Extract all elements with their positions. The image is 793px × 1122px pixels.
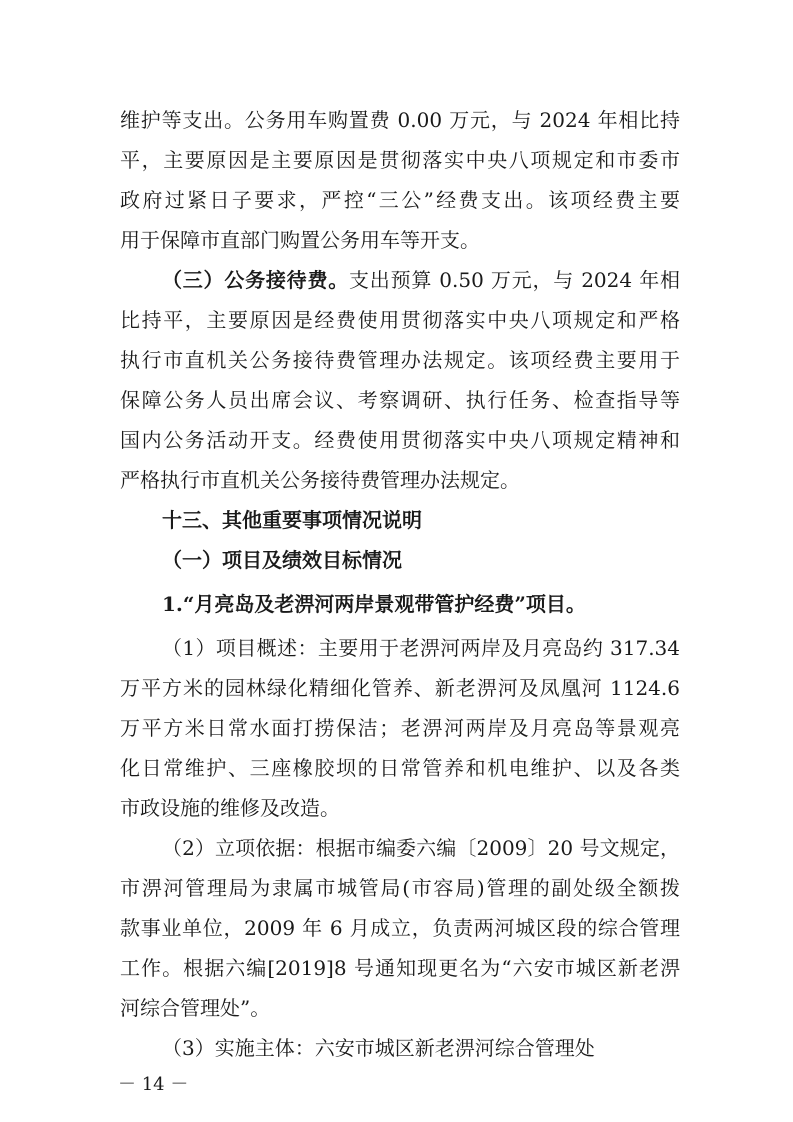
text-line: 用于保障市直部门购置公务用车等开支。 xyxy=(120,228,480,252)
basis-first-line: （2）立项依据：根据市编委六编〔2009〕20 号文规定， xyxy=(162,836,680,860)
text-line: 保障公务人员出席会议、考察调研、执行任务、检查指导等 xyxy=(120,388,680,412)
text-line: 执行市直机关公务接待费管理办法规定。该项经费主要用于 xyxy=(120,348,680,372)
text-line: 款事业单位，2009 年 6 月成立，负责两河城区段的综合管理 xyxy=(120,916,680,940)
text-line: 万平方米的园林绿化精细化管养、新老淠河及凤凰河 1124.6 xyxy=(120,676,680,700)
implementer-line: （3）实施主体：六安市城区新老淠河综合管理处 xyxy=(162,1036,595,1060)
overview-first-line: （1）项目概述：主要用于老淠河两岸及月亮岛约 317.34 xyxy=(162,636,680,660)
text-line: 严格执行市直机关公务接待费管理办法规定。 xyxy=(120,468,520,492)
text-line: 维护等支出。公务用车购置费 0.00 万元，与 2024 年相比持 xyxy=(120,108,680,132)
text-line: 政府过紧日子要求，严控“三公”经费支出。该项经费主要 xyxy=(120,188,680,212)
section-heading: 十三、其他重要事项情况说明 xyxy=(162,508,422,532)
reception-heading: （三）公务接待费。 xyxy=(162,268,350,292)
reception-paragraph-first-line xyxy=(162,266,680,294)
text-line: 万平方米日常水面打捞保洁；老淠河两岸及月亮岛等景观亮 xyxy=(120,716,680,740)
subsection-heading: （一）项目及绩效目标情况 xyxy=(162,548,402,572)
reception-first-line-text: 支出预算 0.50 万元，与 2024 年相 xyxy=(349,268,680,292)
text-line: 河综合管理处”。 xyxy=(120,996,271,1020)
text-line: 市政设施的维修及改造。 xyxy=(120,796,340,820)
text-line: 市淠河管理局为隶属市城管局(市容局)管理的副处级全额拨 xyxy=(120,876,680,900)
text-line: 工作。根据六编[2019]8 号通知现更名为“六安市城区新老淠 xyxy=(120,956,680,980)
text-line: 平，主要原因是主要原因是贯彻落实中央八项规定和市委市 xyxy=(120,148,680,172)
page-number: － 14 － xyxy=(118,1074,189,1095)
text-line: 国内公务活动开支。经费使用贯彻落实中央八项规定精神和 xyxy=(120,428,680,452)
project-heading: 1.“月亮岛及老淠河两岸景观带管护经费”项目。 xyxy=(162,592,586,616)
text-line: 化日常维护、三座橡胶坝的日常管养和机电维护、以及各类 xyxy=(120,756,680,780)
text-line: 比持平，主要原因是经费使用贯彻落实中央八项规定和严格 xyxy=(120,308,680,332)
